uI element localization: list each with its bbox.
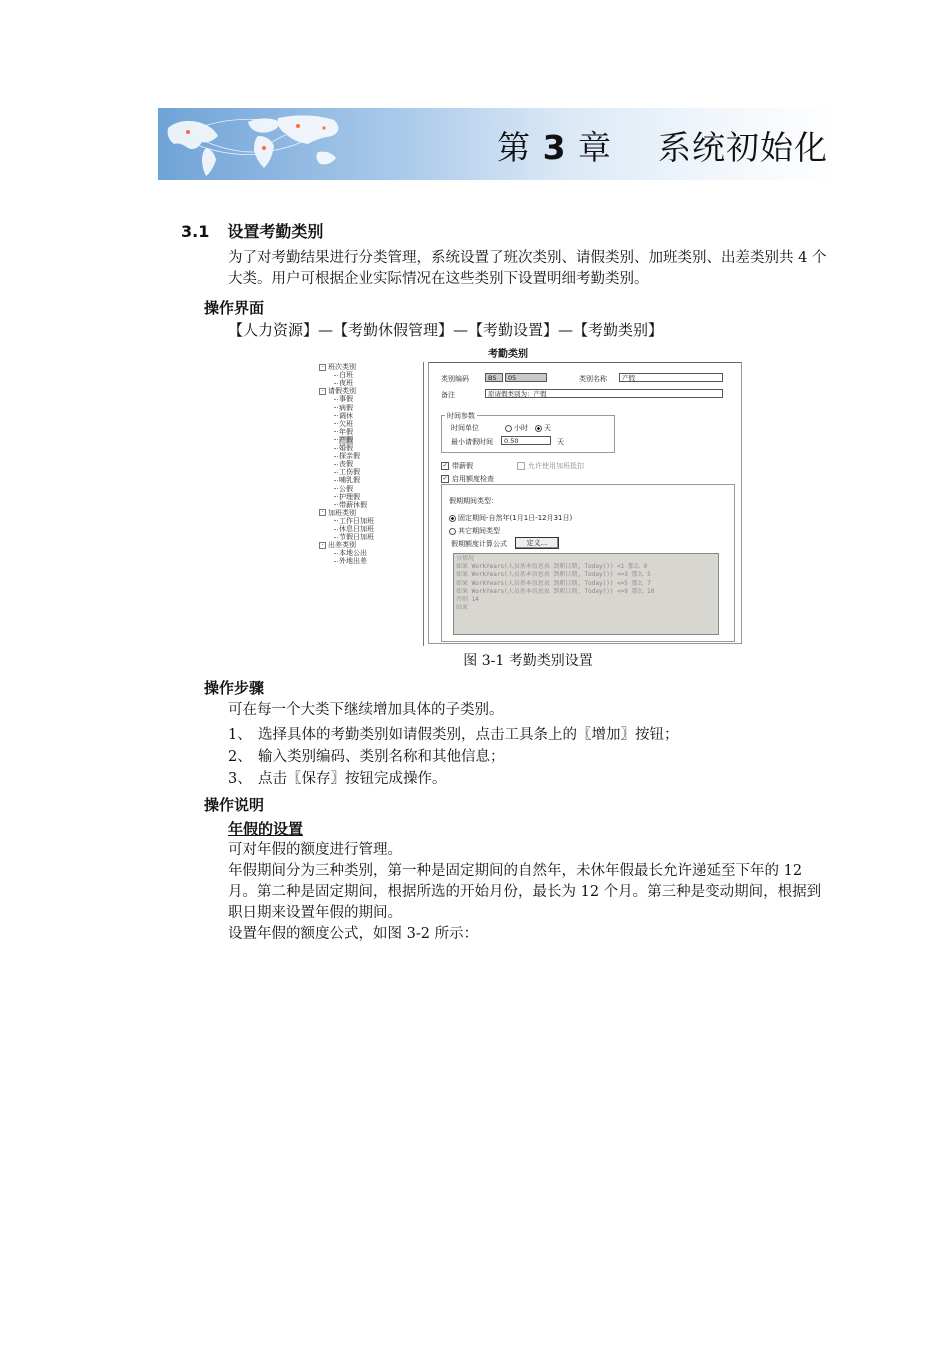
tree-node-label: 调休 — [339, 411, 353, 420]
formula-line: 否则 14 — [456, 596, 479, 604]
intro-paragraph: 为了对考勤结果进行分类管理，系统设置了班次类别、请假类别、加班类别、出差类别共 4 个大类。用户可根据企业实际情况在这些类别下设置明细考勤类别。 — [228, 250, 827, 287]
chapter-banner — [158, 108, 840, 180]
min-time-field[interactable]: 0.50 — [501, 436, 551, 445]
tree-connector-icon — [334, 399, 338, 400]
collapse-icon[interactable]: - — [319, 509, 326, 516]
name-label: 类别名称 — [579, 375, 607, 383]
tree-node-label: 婚假 — [339, 444, 353, 452]
annual-heading: 年假的设置 — [228, 820, 304, 838]
steps-heading: 操作步骤 — [204, 679, 265, 697]
tree-node-label: 休息日加班 — [339, 525, 374, 533]
tree-connector-icon — [334, 464, 338, 465]
tree-leaf-node[interactable] — [340, 444, 353, 452]
section-title: 设置考勤类别 — [227, 222, 324, 241]
steps-intro: 可在每一个大类下继续增加具体的子类别。 — [228, 702, 504, 718]
tree-leaf-node[interactable] — [340, 428, 353, 436]
formula-box[interactable] — [453, 553, 719, 635]
tree-leaf-node[interactable] — [340, 371, 353, 379]
remark-field[interactable]: 原请假类别为：产假 — [485, 389, 723, 398]
check-icon: ✓ — [442, 475, 448, 482]
code-label: 类别编码 — [441, 375, 469, 383]
tree-node-label: 班次类别 — [328, 363, 356, 371]
tree-leaf-node[interactable] — [340, 436, 353, 444]
category-tree — [316, 362, 424, 646]
tree-leaf-node[interactable] — [340, 420, 353, 428]
collapse-icon[interactable]: - — [319, 542, 326, 549]
tree-leaf-node[interactable] — [340, 379, 353, 387]
check-icon: ✓ — [442, 462, 448, 469]
tree-group-node[interactable] — [319, 363, 356, 371]
step-item: 3、 点击〖保存〗按钮完成操作。 — [228, 771, 447, 787]
tree-node-label: 事假 — [339, 395, 353, 404]
chapter-title-text: 系统初始化 — [658, 128, 828, 167]
tree-group-node[interactable] — [319, 509, 356, 517]
unit-hour-radio[interactable]: 小时 — [505, 423, 528, 433]
tree-node-label: 探亲假 — [339, 452, 360, 461]
annual-paragraph-3: 设置年假的额度公式，如图 3-2 所示： — [228, 926, 479, 942]
tree-connector-icon — [334, 480, 338, 481]
period-other-radio[interactable]: 其它期间类型 — [449, 526, 500, 536]
tree-leaf-node[interactable] — [340, 525, 374, 533]
tree-connector-icon — [334, 407, 338, 408]
section-number: 3.1 — [181, 222, 210, 241]
tree-leaf-node[interactable] — [340, 452, 360, 460]
formula-line: 如果 WorkYears(人员基本信息表 到职日期, Today()) <=9 那么 10 — [456, 587, 655, 595]
tree-connector-icon — [334, 496, 338, 497]
formula-line: 分情况 — [456, 555, 475, 562]
tree-connector-icon — [334, 456, 338, 457]
allow-overtime-checkbox[interactable]: 允许使用加班抵扣 — [517, 461, 584, 471]
checkbox-empty-icon — [517, 462, 525, 470]
tree-node-label: 工伤假 — [339, 468, 360, 477]
tree-leaf-node[interactable] — [340, 412, 353, 420]
category-settings-figure — [316, 362, 741, 646]
tree-leaf-node[interactable] — [340, 501, 367, 509]
tree-leaf-node[interactable] — [340, 533, 374, 541]
radio-icon — [449, 528, 456, 535]
collapse-icon[interactable]: - — [319, 364, 326, 371]
tree-group-node[interactable] — [319, 541, 356, 549]
tree-leaf-node[interactable] — [340, 517, 374, 525]
tree-node-label: 哺乳假 — [339, 476, 360, 485]
tree-node-label: 外地出差 — [339, 557, 367, 566]
code-prefix-field: BS — [485, 373, 503, 382]
tree-connector-icon — [334, 448, 338, 449]
formula-line: 结束 — [456, 604, 469, 612]
formula-line: 如果 WorkYears(人员基本信息表 到职日期, Today()) <=5 那么 7 — [456, 579, 651, 587]
tree-node-label: 工作日加班 — [339, 516, 374, 525]
tree-connector-icon — [334, 383, 338, 384]
tree-node-label: 年假 — [339, 427, 353, 436]
time-unit-label: 时间单位 — [451, 424, 479, 432]
tree-connector-icon — [334, 553, 338, 554]
annual-paragraph-2: 年假期间分为三种类别，第一种是固定期间的自然年，未休年假最长允许递延至下年的 12 月。第二种是固定期间，根据所选的开始月份，最长为 12 个月。第三种是变动期间，根据到职日期来设置年假的期间。 — [228, 863, 822, 921]
time-params-label: 时间参数 — [447, 412, 475, 420]
radio-selected-icon — [449, 515, 456, 522]
tree-connector-icon — [334, 488, 338, 489]
quota-check-checkbox[interactable]: ✓ 启用额度检查 — [442, 475, 494, 483]
unit-day-radio[interactable]: 天 — [535, 423, 551, 433]
tree-leaf-node[interactable] — [340, 404, 353, 412]
tree-connector-icon — [334, 423, 338, 424]
tree-connector-icon — [334, 415, 338, 416]
tree-leaf-node[interactable] — [340, 557, 367, 565]
world-map-graphic — [158, 108, 488, 180]
remark-label: 备注 — [441, 391, 455, 399]
min-time-label: 最小请假时间 — [451, 438, 493, 446]
nav-path: 【人力资源】—【考勤休假管理】—【考勤设置】—【考勤类别】 — [228, 321, 664, 339]
notes-heading: 操作说明 — [204, 796, 265, 814]
tree-node-label: 欠班 — [339, 419, 353, 428]
formula-label: 假期额度计算公式 — [451, 540, 507, 548]
tree-node-label: 节假日加班 — [339, 533, 374, 542]
tree-node-label: 护理假 — [339, 492, 360, 501]
tree-connector-icon — [334, 561, 338, 562]
tree-node-label: 本地公出 — [339, 549, 367, 558]
min-time-unit: 天 — [557, 438, 564, 446]
period-fixed-radio[interactable]: 固定期间-自然年(1月1日-12月31日) — [449, 513, 572, 523]
step-item: 2、 输入类别编码、类别名称和其他信息； — [228, 749, 505, 765]
figure-window-title: 考勤类别 — [488, 349, 528, 360]
op-ui-heading: 操作界面 — [204, 299, 265, 317]
tree-node-label: 病假 — [339, 403, 353, 412]
tree-leaf-node[interactable] — [340, 395, 353, 403]
tree-leaf-node[interactable] — [340, 476, 360, 484]
tree-connector-icon — [334, 504, 338, 505]
tree-node-label: 夜班 — [339, 379, 353, 388]
chapter-title: 第 3 章 系统初始化 — [497, 128, 828, 167]
tree-leaf-node[interactable] — [340, 493, 360, 501]
figure-caption: 图 3-1 考勤类别设置 — [463, 653, 593, 669]
tree-connector-icon — [334, 529, 338, 530]
tree-connector-icon — [334, 439, 338, 440]
tree-node-label: 丧假 — [339, 460, 353, 469]
tree-node-label: 加班类别 — [328, 508, 356, 517]
collapse-icon[interactable]: - — [319, 388, 326, 395]
period-type-label: 假期期间类型： — [449, 497, 498, 505]
tree-node-label: 请假类别 — [328, 387, 356, 396]
tree-leaf-node[interactable] — [340, 485, 353, 493]
code-field[interactable]: 05 — [505, 373, 547, 382]
radio-icon — [505, 425, 512, 432]
name-field[interactable]: 产假 — [619, 373, 723, 382]
section-heading — [181, 219, 323, 242]
tree-node-label: 出差类别 — [328, 541, 356, 550]
tree-node-label: 产假 — [339, 435, 353, 444]
annual-paragraph-1: 可对年假的额度进行管理。 — [228, 842, 402, 858]
tree-node-label: 公假 — [339, 484, 353, 493]
tree-node-label: 白班 — [339, 371, 353, 380]
define-button[interactable]: 定义... — [515, 537, 559, 549]
step-item: 1、 选择具体的考勤类别如请假类别，点击工具条上的〖增加〗按钮； — [228, 727, 679, 743]
category-detail-pane — [428, 362, 742, 644]
tree-connector-icon — [334, 472, 338, 473]
paid-leave-checkbox[interactable]: ✓ 带薪假 — [442, 462, 473, 470]
formula-line: 如果 WorkYears(人员基本信息表 到职日期, Today()) <1 那么 0 — [456, 563, 648, 571]
tree-leaf-node[interactable] — [340, 460, 353, 468]
tree-node-label: 带薪休假 — [339, 500, 367, 509]
tree-connector-icon — [334, 431, 338, 432]
radio-selected-icon — [535, 425, 542, 432]
tree-connector-icon — [334, 375, 338, 376]
tree-connector-icon — [334, 520, 338, 521]
formula-line: 如果 WorkYears(人员基本信息表 到职日期, Today()) <=3 那么 5 — [456, 571, 651, 579]
tree-connector-icon — [334, 537, 338, 538]
